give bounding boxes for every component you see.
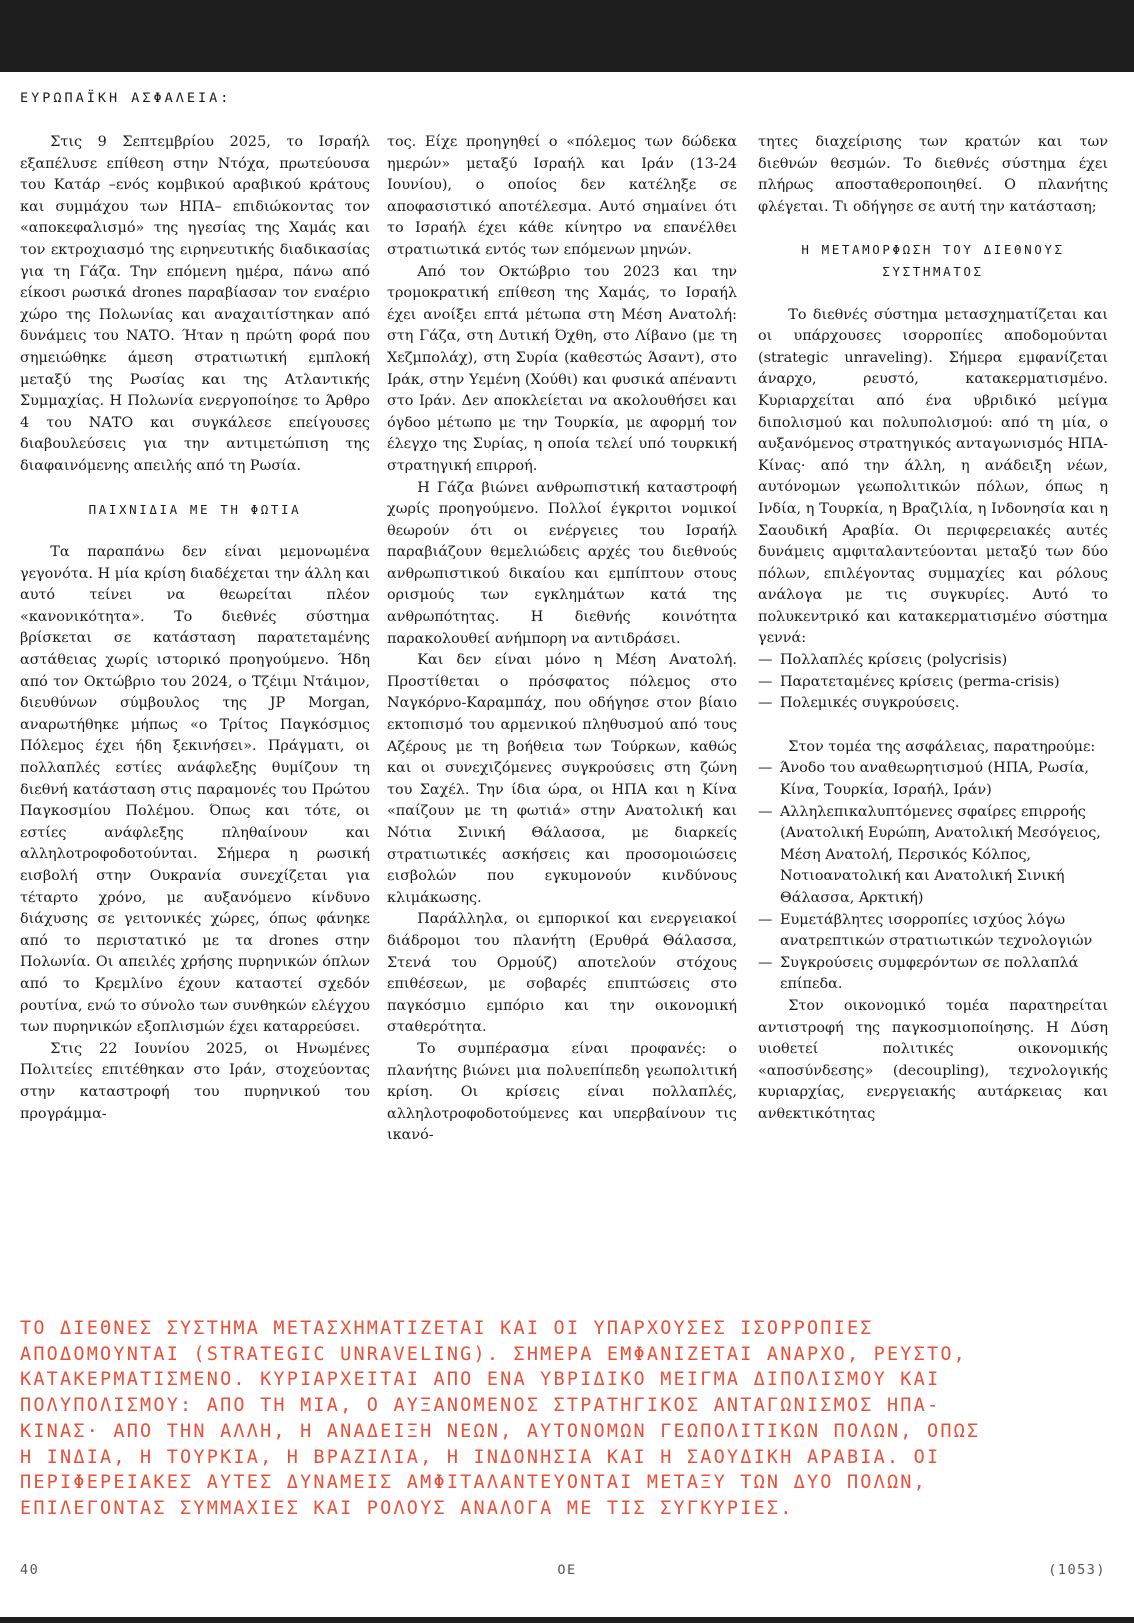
column-1 [20,132,370,1125]
dash-bullet: — [758,695,773,712]
paragraph: Στις 9 Σεπτεμβρίου 2025, το Ισραήλ εξαπέλυσε επίθεση στην Ντόχα, πρωτεύουσα του Κατάρ –ενός κομβικού αραβικού κράτους και συμμάχου των ΗΠΑ– επιδιώκοντας τον «αποκεφαλισμό» της ηγεσίας της Χαμάς και τον εκτροχιασμό της ειρηνευτικής διαδικασίας για τη Γάζα. Την επόμενη ημέρα, πάνω από είκοσι ρωσικά drones παραβίασαν τον εναέριο χώρο της Πολωνίας και αναχαιτίστηκαν από δυνάμεις του ΝΑΤΟ. Ήταν η πρώτη φορά που σημειώθηκε άμεση στρατιωτική εμπλοκή μεταξύ της Ρωσίας και της Ατλαντικής Συμμαχίας. Η Πολωνία ενεργοποίησε το Άρθρο 4 του ΝΑΤΟ και συγκάλεσε επείγουσες διαβουλεύσεις για την αντιμετώπιση της διαφαινόμενης απειλής από τη Ρωσία. [20,134,370,474]
list-item: — Άνοδο του αναθεωρητισμού (ΗΠΑ, Ρωσία, Κίνα, Τουρκία, Ισραήλ, Ιράν) [758,760,1089,799]
paragraph: Η Γάζα βιώνει ανθρωπιστική καταστροφή χωρίς προηγούμενο. Πολλοί έγκριτοι νομικοί θεωρούν ότι οι ενέργειες του Ισραήλ παραβιάζουν θεμελιώδεις αρχές του διεθνούς ανθρωπιστικού δικαίου και εμπίπτουν στους ορισμούς των εγκλημάτων κατά της ανθρωπότητας. Η διεθνής κοινότητα παρακολουθεί ανήμπορη να αντιδράσει. [387,479,737,647]
paragraph: Παράλληλα, οι εμπορικοί και ενεργειακοί διάδρομοι του πλανήτη (Ερυθρά Θάλασσα, Στενά του Ορμούζ) αποτελούν στόχους επιθέσεων, με σοβαρές επιπτώσεις στο παγκόσμιο εμπόριο και την οικονομική σταθερότητα. [387,911,737,1036]
top-bar [0,0,1134,72]
publication-mark: ΟΕ [557,1562,577,1578]
dash-bullet: — [758,652,773,669]
paragraph: τος. Είχε προηγηθεί ο «πόλεμος των δώδεκα ημερών» μεταξύ Ισραήλ και Ιράν (13-24 Ιουνίου), ο οποίος δεν κατέληξε σε αποφασιστικό αποτέλεσμα. Αυτό σημαίνει ότι το Ισραήλ έχει κάθε κίνητρο να επανέλθει στρατιωτικά εντός των επόμενων μηνών. [387,134,737,258]
bullet-list-crises [758,650,1108,715]
paragraph: Στις 22 Ιουνίου 2025, οι Ηνωμένες Πολιτείες επιτέθηκαν στο Ιράν, στοχεύοντας στην καταστροφή του πυρηνικού του προγράμμα- [20,1040,370,1122]
subheading: Η ΜΕΤΑΜΟΡΦΩΣΗ ΤΟΥ ΔΙΕΘΝΟΥΣ ΣΥΣΤΗΜΑΤΟΣ [801,242,1065,279]
paragraph: Τα παραπάνω δεν είναι μεμονωμένα γεγονότα. Η μία κρίση διαδέχεται την άλλη και αυτό τείνει να θεωρείται πλέον «κανονικότητα». Το διεθνές σύστημα βρίσκεται σε κατάσταση παρατεταμένης αστάθειας χωρίς ιστορικό προηγούμενο. Ήδη από τον Οκτώβριο του 2024, ο Τζέιμι Ντάιμον, διευθύνων σύμβουλος της JP Morgan, αναρωτήθηκε μήπως «ο Τρίτος Παγκόσμιος Πόλεμος έχει ήδη ξεκινήσει». Πράγματι, οι πολλαπλές εστίες ανάφλεξης θυμίζουν τη διεθνή κατάσταση στις παραμονές του Πρώτου Παγκοσμίου Πολέμου. Όπως και τότε, οι εστίες ανάφλεξης πληθαίνουν και αλληλοτροφοδοτούνται. Σήμερα η ρωσική εισβολή στην Ουκρανία συνεχίζεται για τέταρτο χρόνο, με αυξανόμενο κίνδυνο διάχυσης σε γειτονικές χώρες, όπως φάνηκε από το περιστατικό με τα drones στην Πολωνία. Οι απειλές χρήσης πυρηνικών όπλων από το Κρεμλίνο έχουν καταστεί σχεδόν ρουτίνα, ενώ το σύνολο των συνθηκών ελέγχου των πυρηνικών εξοπλισμών έχει καταρρεύσει. [20,544,370,1036]
spacer [758,715,1108,737]
list-item: — Πολεμικές συγκρούσεις. [758,693,1108,715]
section-label: ΕΥΡΩΠΑΪΚΗ ΑΣΦΑΛΕΙΑ: [20,90,232,106]
dash-bullet: — [758,954,773,971]
bottom-bar [0,1617,1134,1623]
list-item: — Παρατεταμένες κρίσεις (perma-crisis) [758,672,1108,694]
subheading: ΠΑΙΧΝΙΔΙΑ ΜΕ ΤΗ ΦΩΤΙΑ [88,501,302,517]
list-item: — Αλληλεπικαλυπτόμενες σφαίρες επιρροής (Ανατολική Ευρώπη, Ανατολική Μεσόγειος, Μέση Ανατολή, Περσικός Κόλπος, Νοτιοανατολική και Ανατολική Σινική Θάλασσα, Αρκτική) [758,803,1101,906]
bullet-list-security [758,758,1108,996]
dash-bullet: — [758,911,773,928]
issue-number: (1053) [1048,1562,1106,1578]
paragraph: Το συμπέρασμα είναι προφανές: ο πλανήτης βιώνει μια πολυεπίπεδη γεωπολιτική κρίση. Οι κρίσεις είναι πολλαπλές, αλληλοτροφοδοτούμενες και υπερβαίνουν τις ικανό- [387,1040,737,1144]
column-3 [758,132,1108,1126]
dash-bullet: — [758,760,773,777]
paragraph: Από τον Οκτώβριο του 2023 και την τρομοκρατική επίθεση της Χαμάς, το Ισραήλ έχει ανοίξει επτά μέτωπα στη Μέση Ανατολή: στη Γάζα, στη Δυτική Όχθη, στο Λίβανο (με τη Χεζμπολάχ), στη Συρία (καθεστώς Άσαντ), στο Ιράκ, στην Υεμένη (Χούθι) και φυσικά απέναντι στο Ιράν. Δεν αποκλείεται να ακολουθήσει και όγδοο μέτωπο με την Τουρκία, με αφορμή τον έλεγχο της Συρίας, η οποία τελεί υπό τουρκική στρατηγική επιρροή. [387,263,737,474]
list-item: — Ευμετάβλητες ισορροπίες ισχύος λόγω ανατρεπτικών στρατιωτικών τεχνολογιών [758,911,1093,950]
column-2 [387,132,737,1147]
paragraph: Και δεν είναι μόνο η Μέση Ανατολή. Προστίθεται ο πρόσφατος πόλεμος στο Ναγκόρνο-Καραμπάχ, που οδήγησε στον βίαιο εκτοπισμό του αρμενικού πληθυσμού από τους Αζέρους με τη βοήθεια των Τούρκων, καθώς και οι συνεχιζόμενες συγκρούσεις στη ζώνη του Σαχέλ. Την ίδια ώρα, οι ΗΠΑ και η Κίνα «παίζουν με τη φωτιά» στην Ανατολική και Νότια Σινική Θάλασσα, με διαρκείς στρατιωτικές ασκήσεις και προσομοιώσεις εισβολών που εγκυμονούν κινδύνους κλιμάκωσης. [387,652,737,906]
paragraph: Στον οικονομικό τομέα παρατηρείται αντιστροφή της παγκοσμιοποίησης. Η Δύση υιοθετεί πολιτικές οικονομικής «αποσύνδεσης» (decoupling), τεχνολογικής κυριαρχίας, ενεργειακής αυτάρκειας και ανθεκτικότητας [758,997,1108,1122]
pull-quote: ΤΟ ΔΙΕΘΝΕΣ ΣΥΣΤΗΜΑ ΜΕΤΑΣΧΗΜΑΤΙΖΕΤΑΙ ΚΑΙ ΟΙ ΥΠΑΡΧΟΥΣΕΣ ΙΣΟΡΡΟΠΙΕΣ ΑΠΟΔΟΜΟΥΝΤΑΙ (STRATEGIC UNRAVELING). ΣΗΜΕΡΑ ΕΜΦΑΝΙΖΕΤΑΙ ΑΝΑΡΧΟ, ΡΕΥΣΤΟ, ΚΑΤΑΚΕΡΜΑΤΙΣΜΕΝΟ. ΚΥΡΙΑΡΧΕΙΤΑΙ ΑΠΟ ΕΝΑ ΥΒΡΙΔΙΚΟ ΜΕΙΓΜΑ ΔΙΠΟΛΙΣΜΟΥ ΚΑΙ ΠΟΛΥΠΟΛΙΣΜΟΥ: ΑΠΟ ΤΗ ΜΙΑ, Ο ΑΥΞΑΝΟΜΕΝΟΣ ΣΤΡΑΤΗΓΙΚΟΣ ΑΝΤΑΓΩΝΙΣΜΟΣ ΗΠΑ- ΚΙΝΑΣ· ΑΠΟ ΤΗΝ ΑΛΛΗ, Η ΑΝΑΔΕΙΞΗ ΝΕΩΝ, ΑΥΤΟΝΟΜΩΝ ΓΕΩΠΟΛΙΤΙΚΩΝ ΠΟΛΩΝ, ΟΠΩΣ Η ΙΝΔΙΑ, Η ΤΟΥΡΚΙΑ, Η ΒΡΑΖΙΛΙΑ, Η ΙΝΔΟΝΗΣΙΑ ΚΑΙ Η ΣΑΟΥΔΙΚΗ ΑΡΑΒΙΑ. ΟΙ ΠΕΡΙΦΕΡΕΙΑΚΕΣ ΑΥΤΕΣ ΔΥΝΑΜΕΙΣ ΑΜΦΙΤΑΛΑΝΤΕΥΟΝΤΑΙ ΜΕΤΑΞΥ ΤΩΝ ΔΥΟ ΠΟΛΩΝ, ΕΠΙΛΕΓΟΝΤΑΣ ΣΥΜΜΑΧΙΕΣ ΚΑΙ ΡΟΛΟΥΣ ΑΝΑΛΟΓΑ ΜΕ ΤΙΣ ΣΥΓΚΥΡΙΕΣ. [20,1318,981,1519]
page-number: 40 [20,1562,40,1578]
dash-bullet: — [758,673,773,690]
list-item: — Πολλαπλές κρίσεις (polycrisis) [758,650,1108,672]
list-item: — Συγκρούσεις συμφερόντων σε πολλαπλά επίπεδα. [758,954,1079,993]
dash-bullet: — [758,803,773,820]
paragraph: Στον τομέα της ασφάλειας, παρατηρούμε: [788,738,1096,755]
paragraph: Το διεθνές σύστημα μετασχηματίζεται και οι υπάρχουσες ισορροπίες αποδομούνται (strategic unraveling). Σήμερα εμφανίζεται άναρχο, ρευστό, κατακερματισμένο. Κυριαρχείται από ένα υβριδικό μείγμα διπολισμού και πολυπολισμού: από τη μία, ο αυξανόμενος στρατηγικός ανταγωνισμός ΗΠΑ-Κίνας· από την άλλη, η ανάδειξη νέων, αυτόνομων γεωπολιτικών πόλων, όπως η Ινδία, η Τουρκία, η Βραζιλία, η Ινδονησία και η Σαουδική Αραβία. Οι περιφερειακές αυτές δυνάμεις αμφιταλαντεύονται μεταξύ των δύο πόλων, επιλέγοντας συμμαχίες και ρόλους ανάλογα με τις συγκυρίες. Αυτό το πολυκεντρικό και κατακερματισμένο σύστημα γεννά: [758,306,1108,647]
article-body [0,132,1134,1144]
paragraph: τητες διαχείρισης των κρατών και των διεθνών θεσμών. Το διεθνές σύστημα έχει πλήρως αποσταθεροποιηθεί. Ο πλανήτης φλέγεται. Τι οδήγησε σε αυτή την κατάσταση; [758,134,1108,215]
